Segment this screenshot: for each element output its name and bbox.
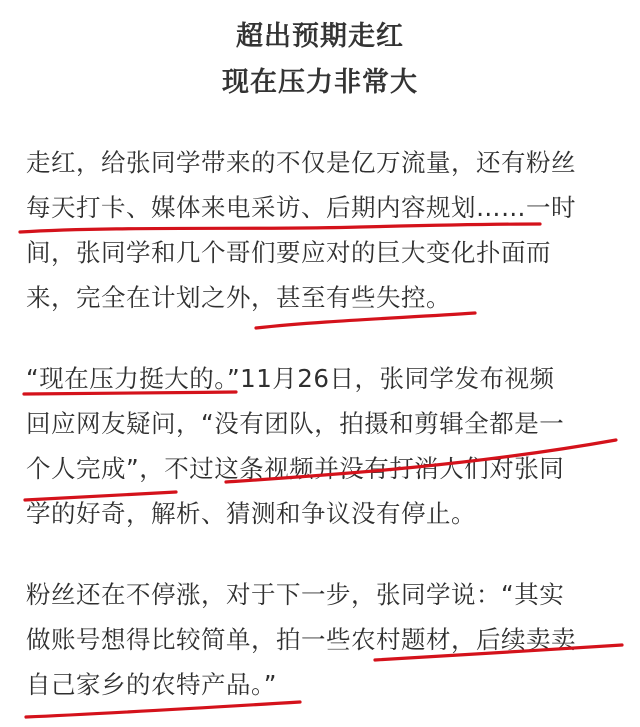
paragraph-1-line-3: 间，张同学和几个哥们要应对的巨大变化扑面而: [26, 238, 551, 267]
paragraph-3-line-3: 自己家乡的农特产品。”: [26, 670, 277, 699]
paragraph-3-line-2: 做账号想得比较简单，拍一些农村题材，后续卖卖: [26, 625, 576, 654]
paragraph-1-line-4: 来，完全在计划之外，甚至有些失控。: [26, 283, 451, 312]
paragraph-2-line-1: “现在压力挺大的。”11月26日，张同学发布视频: [26, 364, 555, 393]
paragraph-2-line-3: 个人完成”，不过这条视频并没有打消人们对张同: [26, 454, 565, 483]
paragraph-2: [26, 356, 626, 536]
paragraph-2-line-2: 回应网友疑问，“没有团队，拍摄和剪辑全都是一: [26, 409, 565, 438]
headline-line-2: 现在压力非常大: [222, 67, 418, 98]
paragraph-1-line-1: 走红，给张同学带来的不仅是亿万流量，还有粉丝: [26, 148, 576, 177]
paragraph-1-line-2: 每天打卡、媒体来电采访、后期内容规划……一时: [26, 193, 576, 222]
paragraph-1: [26, 140, 626, 320]
paragraph-2-line-4: 学的好奇，解析、猜测和争议没有停止。: [26, 499, 476, 528]
paragraph-3-line-1: 粉丝还在不停涨，对于下一步，张同学说：“其实: [26, 580, 565, 609]
headline-line-1: 超出预期走红: [236, 21, 404, 52]
paragraph-3: [26, 572, 626, 707]
